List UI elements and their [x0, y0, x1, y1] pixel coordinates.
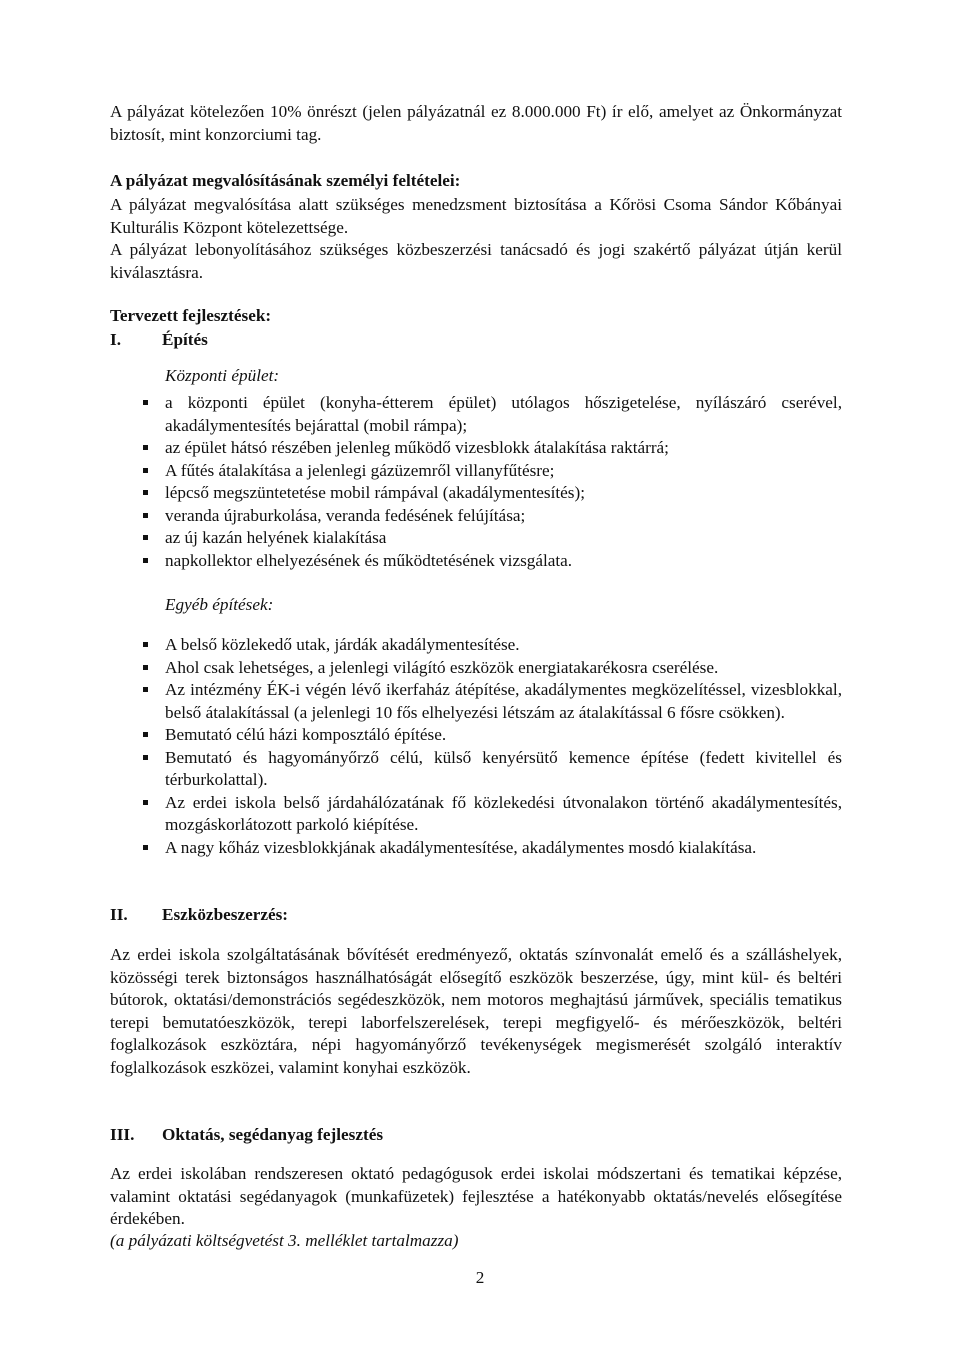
bullet-icon	[143, 732, 148, 737]
page-number: 2	[475, 1268, 485, 1287]
other-construction-subheading: Egyéb építések:	[165, 595, 274, 614]
section-title: Építés	[162, 330, 208, 349]
list-item: Bemutató célú házi komposztáló építése.	[110, 724, 842, 747]
other-construction-list	[110, 634, 842, 859]
bullet-icon	[143, 755, 148, 760]
list-item: az új kazán helyének kialakítása	[110, 527, 842, 550]
list-item: Ahol csak lehetséges, a jelenlegi világító eszközök energiatakarékosra cserélése.	[110, 657, 842, 680]
bullet-icon	[143, 445, 148, 450]
bullet-icon	[143, 642, 148, 647]
budget-note: (a pályázati költségvetést 3. melléklet tartalmazza)	[110, 1231, 459, 1250]
section-number: II.	[110, 905, 128, 924]
bullet-icon	[143, 687, 148, 692]
bullet-icon	[143, 400, 148, 405]
bullet-icon	[143, 490, 148, 495]
list-item: Az erdei iskola belső járdahálózatának fő közlekedési útvonalakon történő akadálymentesítés, mozgáskorlátozott parkoló kiépítése.	[110, 792, 842, 837]
list-item: veranda újraburkolása, veranda fedésének felújítása;	[110, 505, 842, 528]
bullet-icon	[143, 558, 148, 563]
section-construction-heading	[110, 329, 842, 352]
section-education-heading	[110, 1124, 842, 1147]
list-item: A belső közlekedő utak, járdák akadálymentesítése.	[110, 634, 842, 657]
intro-paragraph: A pályázat kötelezően 10% önrészt (jelen pályázatnál ez 8.000.000 Ft) ír elő, amelyet az Önkormányzat biztosít, mint konzorciumi tag.	[110, 102, 842, 144]
list-item: Az intézmény ÉK-i végén lévő ikerfaház átépítése, akadálymentes megközelítéssel, vizesblokkal, belső átalakítással (a jelenlegi 10 fős elhelyezési létszám az átalakítással 6 fősre csökken).	[110, 679, 842, 724]
management-paragraph: A pályázat megvalósítása alatt szükséges menedzsment biztosítása a Kőrösi Csoma Sándor Kőbányai Kulturális Központ kötelezettsége.	[110, 195, 842, 237]
procurement-paragraph: A pályázat lebonyolításához szükséges közbeszerzési tanácsadó és jogi szakértő pályázat útján kerül kiválasztásra.	[110, 240, 842, 282]
education-paragraph: Az erdei iskolában rendszeresen oktató pedagógusok erdei iskolai módszertani és tematikai képzése, valamint oktatási segédanyagok (munkafüzetek) fejlesztése a hatékonyabb oktatás/nevelés elősegítése érdekében.	[110, 1164, 842, 1228]
section-title: Eszközbeszerzés:	[162, 905, 288, 924]
section-equipment-heading	[110, 904, 842, 927]
list-item: A nagy kőház vizesblokkjának akadálymentesítése, akadálymentes mosdó kialakítása.	[110, 837, 842, 860]
bullet-icon	[143, 513, 148, 518]
bullet-icon	[143, 535, 148, 540]
bullet-icon	[143, 845, 148, 850]
personnel-heading: A pályázat megvalósításának személyi feltételei:	[110, 171, 461, 190]
list-item: lépcső megszüntetetése mobil rámpával (akadálymentesítés);	[110, 482, 842, 505]
bullet-icon	[143, 468, 148, 473]
section-title: Oktatás, segédanyag fejlesztés	[162, 1125, 384, 1144]
list-item: a központi épület (konyha-étterem épület) utólagos hőszigetelése, nyílászáró cserével, akadálymentesítés bejárattal (mobil rámpa);	[110, 392, 842, 437]
list-item: napkollektor elhelyezésének és működtetésének vizsgálata.	[110, 550, 842, 573]
planned-developments-heading: Tervezett fejlesztések:	[110, 306, 272, 325]
list-item: A fűtés átalakítása a jelenlegi gázüzemről villanyfűtésre;	[110, 460, 842, 483]
central-building-subheading: Központi épület:	[165, 366, 280, 385]
list-item: az épület hátsó részében jelenleg működő vizesblokk átalakítása raktárrá;	[110, 437, 842, 460]
bullet-icon	[143, 665, 148, 670]
list-item: Bemutató és hagyományőrző célú, külső kenyérsütő kemence építése (fedett kivitellel és térburkolattal).	[110, 747, 842, 792]
section-number: III.	[110, 1125, 135, 1144]
bullet-icon	[143, 800, 148, 805]
section-number: I.	[110, 330, 121, 349]
central-building-list	[110, 392, 842, 572]
equipment-paragraph: Az erdei iskola szolgáltatásának bővítését eredményező, oktatás színvonalát emelő és a szálláshelyek, közösségi terek biztonságos használhatóságát elősegítő eszközök beszerzése, úgy, mint kül- és beltéri bútorok, oktatási/demonstrációs segédeszközök, nem motoros meghajtású járművek, speciális tematikus terepi bemutatóeszközök, terepi laborfelszerelések, terepi megfigyelő- és mérőeszközök, beltéri foglalkozások eszköztára, népi hagyományőrző tevékenységek megismerését szolgáló interaktív foglalkozások eszközei, valamint konyhai eszközök.	[110, 945, 842, 1077]
